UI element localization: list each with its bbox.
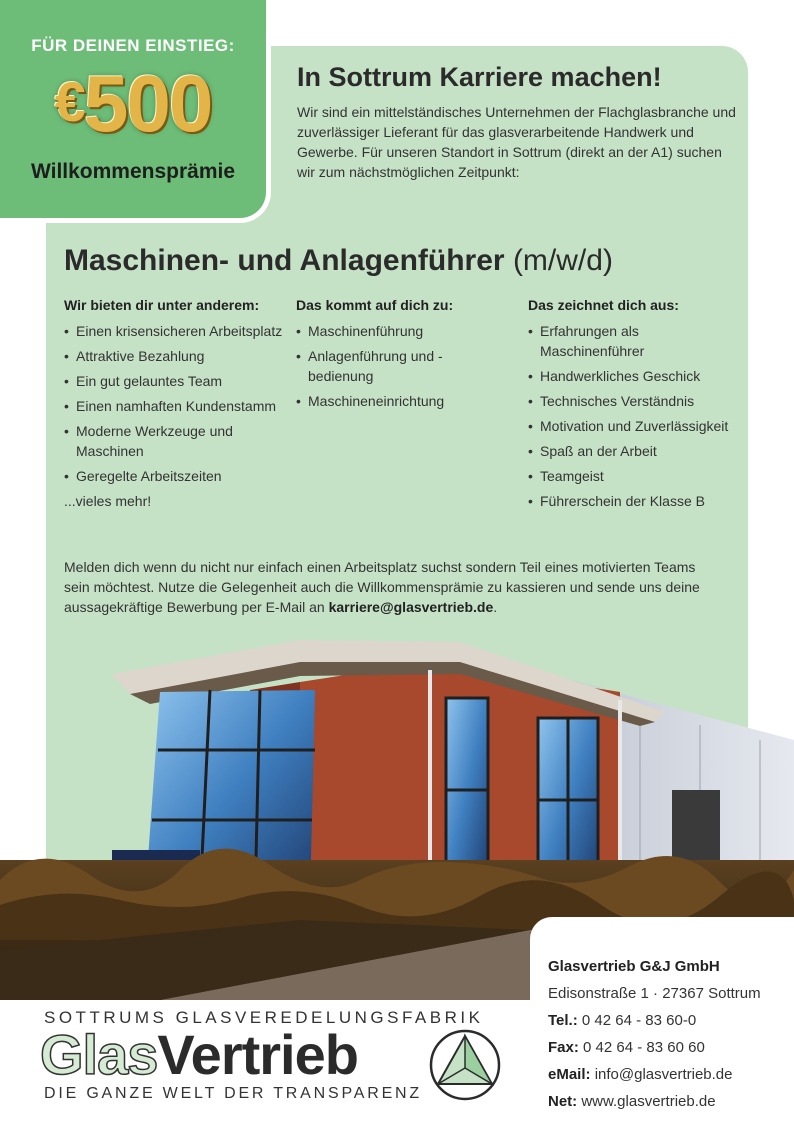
column-offer [64,297,284,511]
intro-text: Wir sind ein mittelständisches Unternehmen der Flachglasbranche und zuverlässiger Lieferant für das glasverarbeitende Handwerk und Gewerbe. Für unseren Standort in Sottrum (direkt an der A1) suchen wir zum nächstmöglichen Zeitpunkt: [297,104,736,180]
list-item: • Teamgeist [528,466,740,486]
list-item: • Einen namhaften Kundenstamm [64,396,284,416]
page-title: In Sottrum Karriere machen! [297,62,662,92]
job-title [64,244,613,278]
job-title-name: Maschinen- und Anlagenführer [64,244,505,277]
job-title-suffix: (m/w/d) [512,244,613,277]
logo-tagline-top: SOTTRUMS GLASVEREDELUNGSFABRIK [44,1008,484,1027]
company-logo [40,1022,358,1088]
email-label: eMail: [548,1066,591,1083]
column-profile [528,297,740,516]
triangle-circle-logo-icon [428,1028,502,1102]
tasks-list [296,321,466,411]
company-address: Edisonstraße 1 · 27367 Sottrum [548,985,761,1002]
contact-web [548,1088,761,1115]
column-tasks [296,297,466,416]
contact-email [548,1061,761,1088]
list-item: • Motivation und Zuverlässigkeit [528,416,740,436]
logo-word-vertrieb: Vertrieb [157,1023,358,1086]
badge-top-text: FÜR DEINEN EINSTIEG: [31,36,235,55]
list-item: • Geregelte Arbeitszeiten [64,466,284,486]
badge-amount-value: 500 [83,59,212,148]
website-link[interactable]: www.glasvertrieb.de [581,1093,716,1110]
column-heading: Das zeichnet dich aus: [528,297,679,313]
badge-currency: € [54,70,84,133]
contact-block [548,953,761,1115]
offer-list [64,321,284,486]
column-heading: Wir bieten dir unter anderem: [64,297,260,313]
closing-end: . [493,599,498,615]
list-item: • Ein gut gelauntes Team [64,371,284,391]
column-footer: ...vieles mehr! [64,493,152,509]
list-item: • Spaß an der Arbeit [528,441,740,461]
bonus-badge [0,0,266,218]
contact-phone [548,1007,761,1034]
closing-body: Melden dich wenn du nicht nur einfach einen Arbeitsplatz suchst sondern Teil eines motivierten Teams sein möchtest. Nutze die Gelegenheit auch die Willkommensprämie zu kassieren und sende uns deine aussagekräftige Bewerbung per E-Mail an [64,559,700,615]
logo-word-glas: Glas [40,1023,158,1086]
phone-label: Tel.: [548,1012,578,1029]
profile-list [528,321,740,511]
list-item: • Maschineneinrichtung [296,391,466,411]
phone-value[interactable]: 0 42 64 - 83 60-0 [581,1012,697,1029]
badge-amount [0,52,266,154]
list-item: • Moderne Werkzeuge und Maschinen [64,421,284,461]
badge-bottom-text: Willkommensprämie [30,160,236,183]
list-item: • Attraktive Bezahlung [64,346,284,366]
logo-tagline-bottom: DIE GANZE WELT DER TRANSPARENZ [44,1085,422,1102]
fax-value: 0 42 64 - 83 60 60 [583,1039,705,1056]
list-item: • Maschinenführung [296,321,466,341]
column-heading: Das kommt auf dich zu: [296,297,454,313]
web-label: Net: [548,1093,578,1110]
contact-fax [548,1034,761,1061]
email-link[interactable]: info@glasvertrieb.de [594,1066,733,1083]
company-name: Glasvertrieb G&J GmbH [548,958,720,975]
list-item: • Führerschein der Klasse B [528,491,740,511]
list-item: • Anlagenführung und -bedienung [296,346,466,386]
application-email-link[interactable]: karriere@glasvertrieb.de [328,599,494,615]
fax-label: Fax: [548,1039,579,1056]
list-item: • Erfahrungen als Maschinenführer [528,321,740,361]
list-item: • Einen krisensicheren Arbeitsplatz [64,321,284,341]
list-item: • Technisches Verständnis [528,391,740,411]
list-item: • Handwerkliches Geschick [528,366,740,386]
